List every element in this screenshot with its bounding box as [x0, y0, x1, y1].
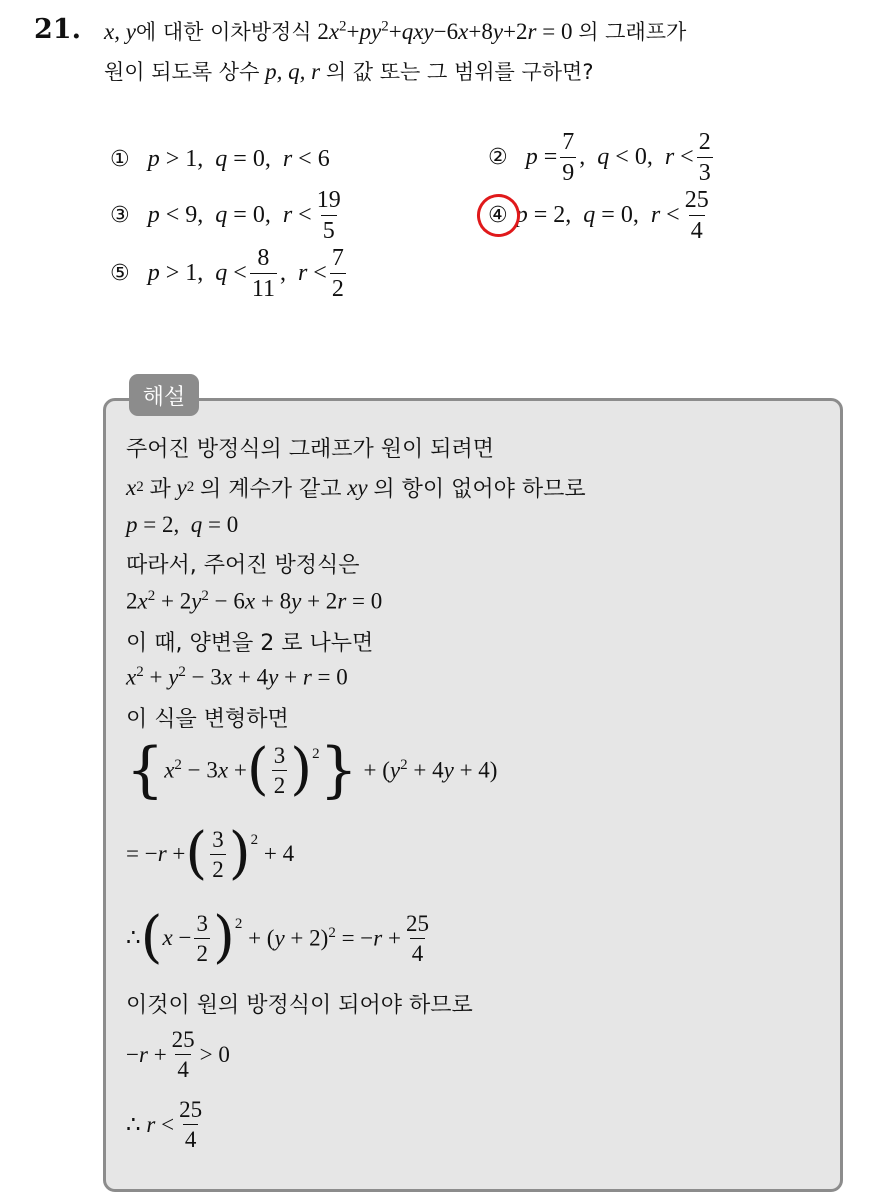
solution-line: { $x^2 - 3x$ + ( $\frac{3}{2}$ ) $^2$ } + $(y^2 + 4y + 4)$ — [126, 735, 498, 805]
solution-line: p = 2, q = 0 — [126, 512, 239, 537]
option-marker: ② — [488, 145, 508, 170]
option-3[interactable]: ③ p < 9, q = 0, r < $\frac{19}{5}$ — [110, 187, 341, 244]
option-marker: ① — [110, 147, 130, 172]
solution-line: 이 식을 변형하면 — [126, 707, 289, 732]
question-line-2: 원이 되도록 상수 p, q, r 의 값 또는 그 범위를 구하면? — [104, 59, 594, 84]
option-marker: ④ — [488, 203, 508, 228]
option-marker: ⑤ — [110, 261, 130, 286]
option-1[interactable]: ① p > 1, q = 0, r < 6 — [110, 146, 330, 172]
question-number: 21. — [34, 14, 81, 45]
option-5[interactable]: ⑤ p > 1, q < $\frac{8}{11}$ , r < $\frac{7}{2}$ — [110, 245, 344, 302]
solution-line: −r + $\frac{25}{4}$ > 0 — [126, 1027, 230, 1082]
solution-line: 주어진 방정식의 그래프가 원이 되려면 — [126, 437, 495, 462]
solution-line: ∴ r < $\frac{25}{4}$ — [126, 1097, 203, 1152]
solution-line: x 2 과 y 2 의 계수가 같고 xy 의 항이 없어야 하므로 — [126, 474, 586, 502]
option-4[interactable]: ④ p = 2, q = 0, r < $\frac{25}{4}$ — [488, 187, 709, 244]
solution-line: ∴ ( x − $\frac{3}{2}$ ) $^2$ + $(y + 2)^2 = -r$ + $\frac{25}{4}$ — [126, 905, 429, 970]
solution-line: 이것이 원의 방정식이 되어야 하므로 — [126, 993, 473, 1018]
solution-line: $2x^2 + 2y^2 - 6x + 8y + 2r = 0$ — [126, 588, 383, 614]
solution-tab: 해설 — [129, 374, 199, 416]
solution-line: = −r + ( $\frac{3}{2}$ ) $^2$ + 4 — [126, 821, 295, 886]
solution-line: $x^2 + y^2 - 3x + 4y + r = 0$ — [126, 664, 348, 690]
question-line-1: x, y에 대한 이차방정식 $2x^2+py^2+qxy-6x+8y+2r = 0$ 의 그래프가 — [104, 18, 687, 44]
option-2[interactable]: ② p = $\frac{7}{9}$ , q < 0, r < $\frac{2}{3}$ — [488, 129, 711, 186]
solution-line: 따라서, 주어진 방정식은 — [126, 553, 360, 578]
solution-line: 이 때, 양변을 2 로 나누면 — [126, 631, 374, 656]
option-marker: ③ — [110, 203, 130, 228]
